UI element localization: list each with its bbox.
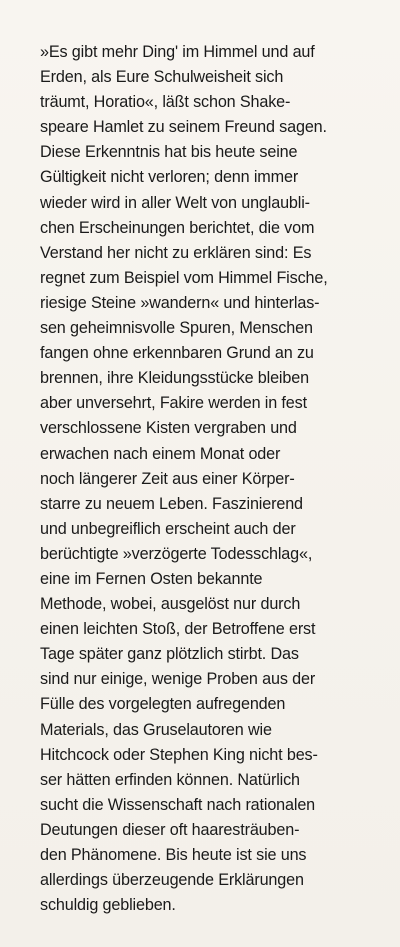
text-line: brennen, ihre Kleidungsstücke bleiben xyxy=(40,369,309,388)
text-line: Erden, als Eure Schulweisheit sich xyxy=(40,68,284,87)
text-line: noch längerer Zeit aus einer Körper- xyxy=(40,469,295,488)
blurb-text xyxy=(40,40,370,918)
text-line: aber unversehrt, Fakire werden in fest xyxy=(40,394,307,413)
text-line: erwachen nach einem Monat oder xyxy=(40,444,281,463)
text-line: Deutungen dieser oft haaresträuben- xyxy=(40,820,300,839)
text-line: Tage später ganz plötzlich stirbt. Das xyxy=(40,645,299,664)
text-line: eine im Fernen Osten bekannte xyxy=(40,569,263,588)
text-line: und unbegreiflich erscheint auch der xyxy=(40,519,296,538)
text-line: speare Hamlet zu seinem Freund sagen. xyxy=(40,118,327,137)
text-line: Gültigkeit nicht verloren; denn immer xyxy=(40,168,299,187)
text-line: verschlossene Kisten vergraben und xyxy=(40,419,297,438)
text-line: Verstand her nicht zu erklären sind: Es xyxy=(40,243,312,262)
text-line: Fülle des vorgelegten aufregenden xyxy=(40,695,286,714)
text-line: ser hätten erfinden können. Natürlich xyxy=(40,770,300,789)
text-line: Methode, wobei, ausgelöst nur durch xyxy=(40,595,301,614)
text-line: wieder wird in aller Welt von unglaubli- xyxy=(40,193,310,212)
text-line: chen Erscheinungen berichtet, die vom xyxy=(40,218,315,237)
text-line: »Es gibt mehr Ding' im Himmel und auf xyxy=(40,43,315,61)
text-line: schuldig geblieben. xyxy=(40,896,176,915)
text-line: starre zu neuem Leben. Faszinierend xyxy=(40,494,303,513)
text-line: riesige Steine »wandern« und hinterlas- xyxy=(40,293,320,312)
text-line: fangen ohne erkennbaren Grund an zu xyxy=(40,344,314,363)
text-line: Hitchcock oder Stephen King nicht bes- xyxy=(40,745,318,764)
text-line: allerdings überzeugende Erklärungen xyxy=(40,871,304,890)
text-line: sind nur einige, wenige Proben aus der xyxy=(40,670,316,689)
text-line: berüchtigte »verzögerte Todesschlag«, xyxy=(40,544,313,563)
text-line: sen geheimnisvolle Spuren, Menschen xyxy=(40,319,313,338)
text-line: Diese Erkenntnis hat bis heute seine xyxy=(40,143,298,162)
text-line: den Phänomene. Bis heute ist sie uns xyxy=(40,846,307,864)
text-line: träumt, Horatio«, läßt schon Shake- xyxy=(40,93,291,112)
text-line: regnet zum Beispiel vom Himmel Fische, xyxy=(40,268,328,287)
text-line: sucht die Wissenschaft nach rationalen xyxy=(40,795,316,814)
text-line: einen leichten Stoß, der Betroffene erst xyxy=(40,620,316,639)
text-line: Materials, das Gruselautoren wie xyxy=(40,720,272,739)
